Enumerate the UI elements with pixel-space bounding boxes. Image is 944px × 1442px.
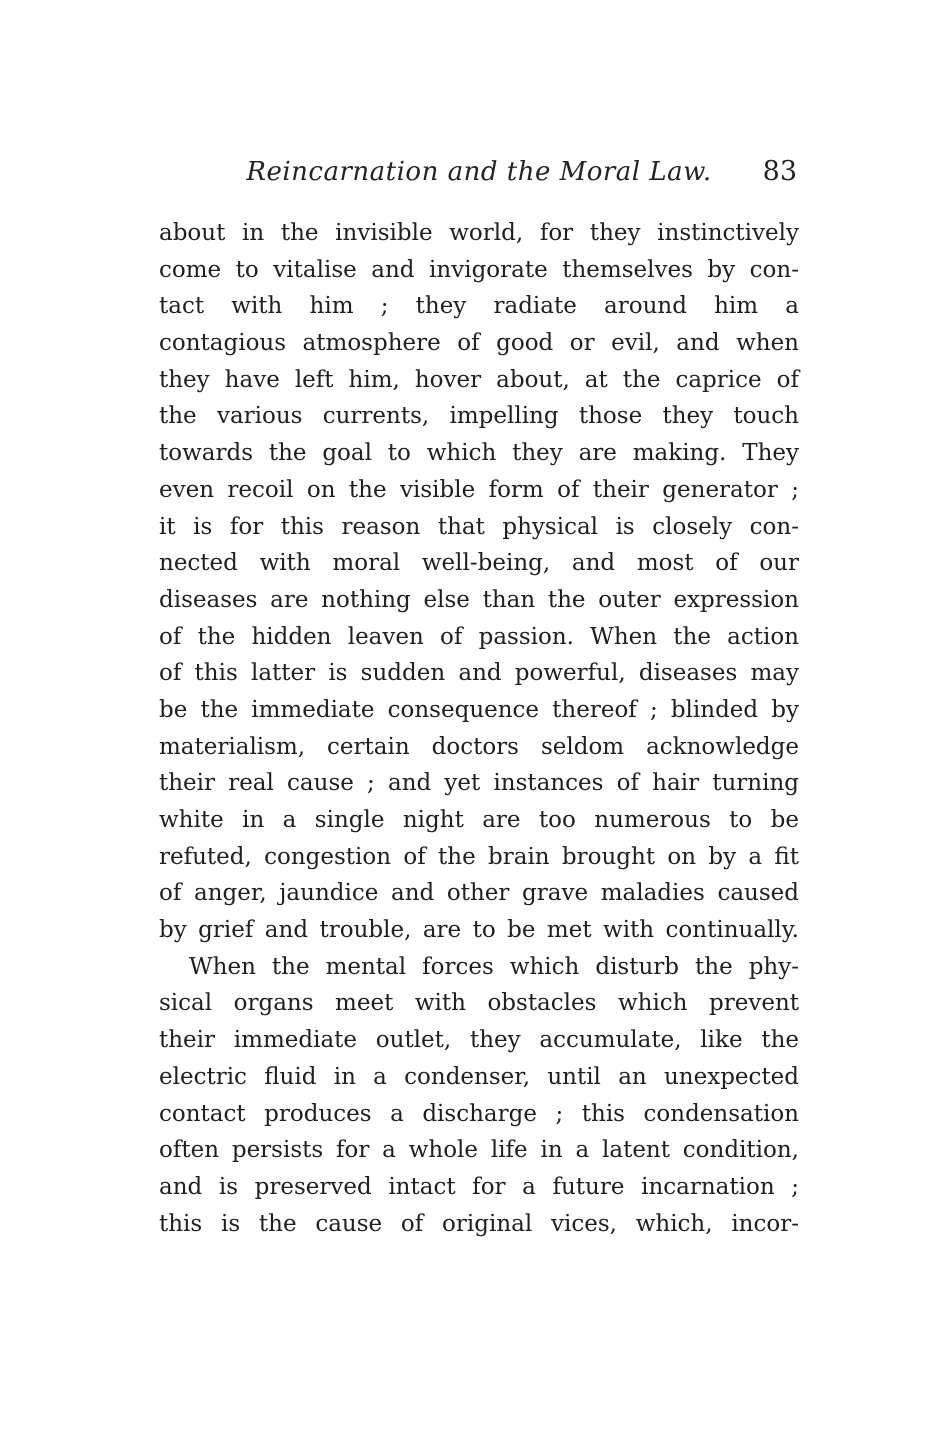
text-line: white in a single night are too numerous to be [159,807,799,833]
text-line: come to vitalise and invigorate themselves by con- [159,256,799,283]
text-line: the various currents, impelling those they touch [159,403,799,430]
text-line: refuted, congestion of the brain brought on by a fit [159,843,799,870]
text-line: of anger, jaundice and other grave maladies caused [159,880,799,907]
text-line: of the hidden leaven of passion. When the action [159,623,799,650]
text-line: electric fluid in a condenser, until an unexpected [159,1063,799,1090]
text-line: sical organs meet with obstacles which prevent [159,990,799,1017]
page-content [159,155,799,1242]
text-line: and is preserved intact for a future incarnation ; [159,1173,799,1200]
text-line: materialism, certain doctors seldom acknowledge [159,733,799,760]
page-number: 83 [762,156,797,187]
text-line: of this latter is sudden and powerful, diseases may [159,660,799,687]
text-line: they have left him, hover about, at the caprice of [159,366,799,393]
page-body [159,215,799,1242]
text-line: by grief and trouble, are to be met with continually. [159,917,799,944]
text-line: it is for this reason that physical is closely con- [159,513,799,540]
text-line: about in the invisible world, for they instinctively [159,220,799,246]
running-header-title: Reincarnation and the Moral Law. [246,157,712,187]
text-line: towards the goal to which they are making. They [159,440,799,467]
text-line: nected with moral well-being, and most of our [159,550,799,577]
text-line: diseases are nothing else than the outer expression [159,586,799,613]
text-line: their immediate outlet, they accumulate, like the [159,1027,799,1054]
text-line-paragraph-start: When the mental forces which disturb the phy- [189,953,799,980]
text-line: contact produces a discharge ; this condensation [159,1100,799,1127]
text-line: their real cause ; and yet instances of hair turning [159,770,799,797]
text-line: even recoil on the visible form of their generator ; [159,476,799,503]
text-line: be the immediate consequence thereof ; blinded by [159,696,799,723]
running-header [159,155,799,189]
text-line: tact with him ; they radiate around him a [159,293,799,320]
text-line: contagious atmosphere of good or evil, and when [159,330,799,357]
text-line: this is the cause of original vices, which, incor- [159,1210,799,1237]
text-line: often persists for a whole life in a latent condition, [159,1137,799,1164]
